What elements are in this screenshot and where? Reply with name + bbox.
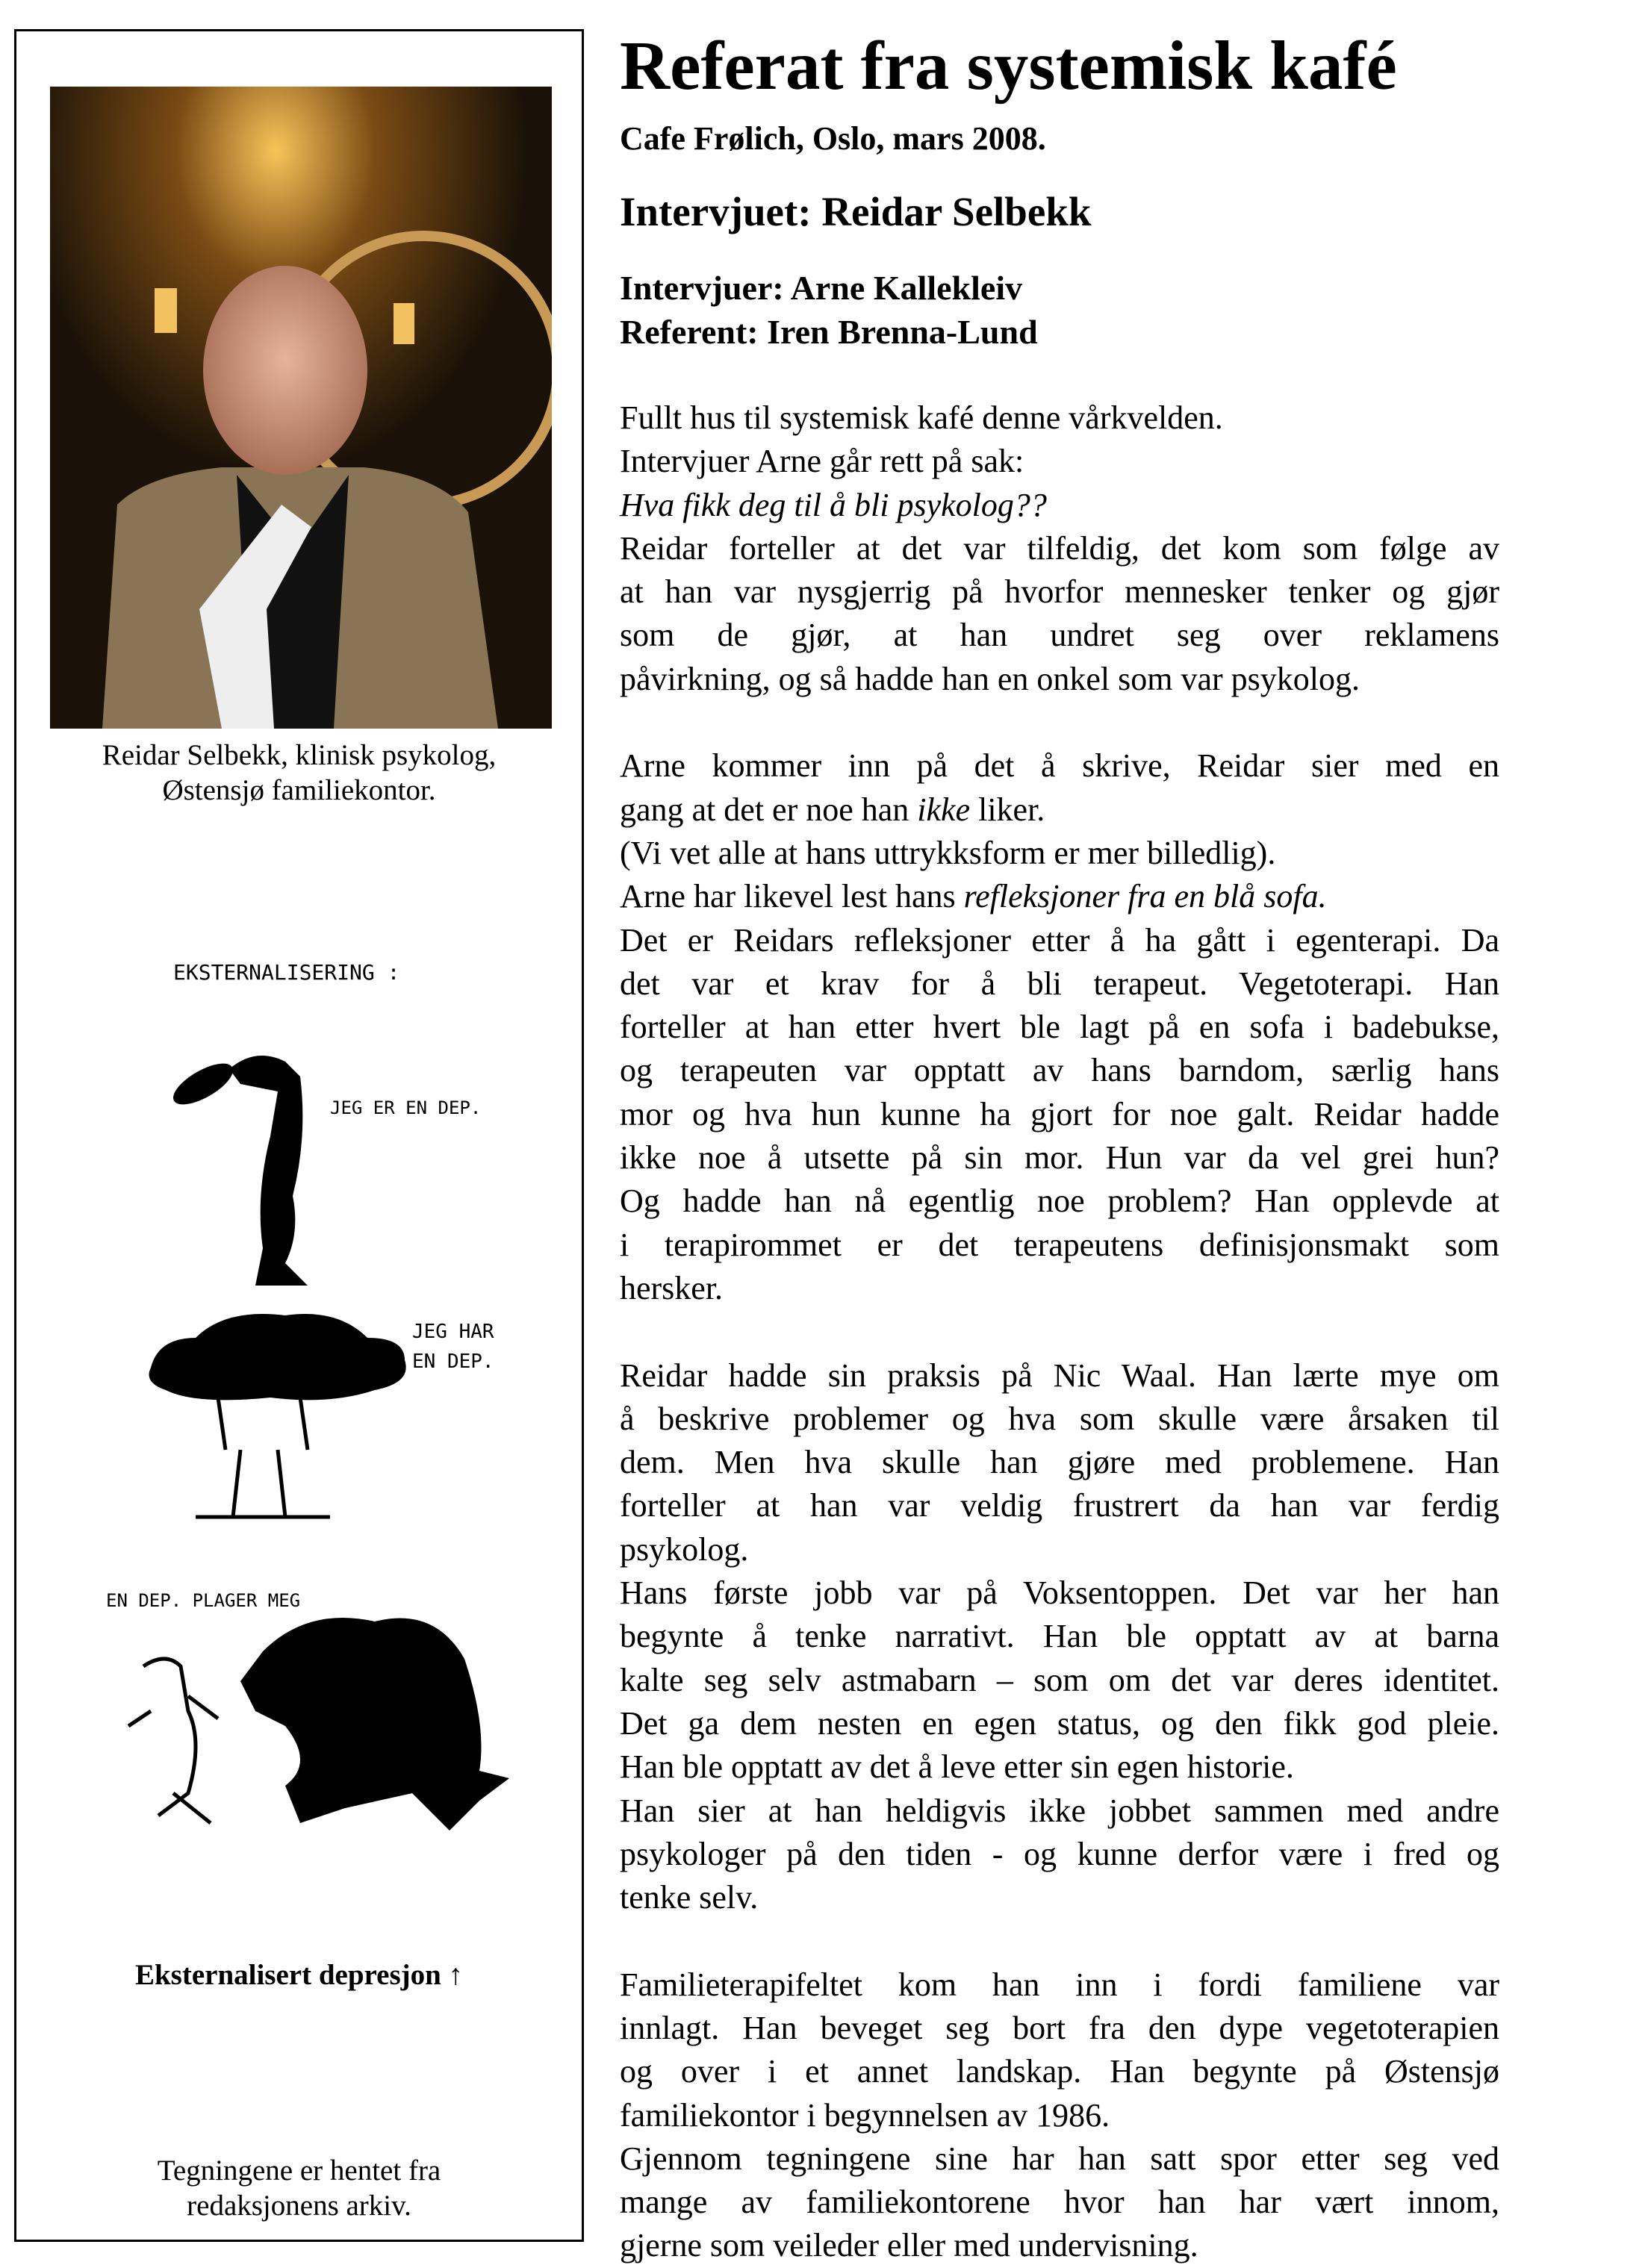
- text: Intervjuer Arne går rett på sak:: [620, 443, 1024, 480]
- text: mor og hva hun kunne ha gjort for noe galt. Reidar hadde: [620, 1095, 1499, 1133]
- portrait-image: [50, 87, 552, 729]
- text: som de gjør, at han undret seg over reklamens: [620, 617, 1499, 654]
- interviewer-line: Intervjuer: Arne Kallekleiv: [620, 269, 1023, 307]
- text: Familieterapifeltet kom han inn i fordi familiene var: [620, 1966, 1499, 2003]
- figure-has-depression-icon: [149, 1314, 406, 1517]
- sidebar-box: [14, 29, 584, 2242]
- text: Han sier at han heldigvis ikke jobbet sammen med andre: [620, 1792, 1499, 1829]
- drawing-caption: Eksternalisert depresjon ↑: [134, 1959, 464, 1991]
- body-line: [620, 919, 1499, 962]
- article-body: [620, 396, 1499, 2268]
- text: (Vi vet alle at hans uttrykksform er mer billedlig).: [620, 834, 1276, 871]
- text: hersker.: [620, 1269, 724, 1306]
- body-line: [620, 484, 1499, 527]
- italic-text: ikke: [917, 791, 971, 828]
- body-line: [620, 2224, 1499, 2267]
- text: psykologer på den tiden - og kunne derfor være i fred og: [620, 1835, 1499, 1872]
- body-line: [620, 1528, 1499, 1571]
- body-line: [620, 962, 1499, 1006]
- text: begynte å tenke narrativt. Han ble opptatt av at barna: [620, 1618, 1499, 1655]
- interviewee-heading: Intervjuet: Reidar Selbekk: [620, 189, 1092, 234]
- text: Han ble opptatt av det å leve etter sin egen historie.: [620, 1748, 1294, 1786]
- text: tenke selv.: [620, 1879, 759, 1916]
- body-line: [620, 1354, 1499, 1398]
- body-line: [620, 1876, 1499, 1919]
- figure-is-depression-icon: [167, 1056, 308, 1286]
- text: Og hadde han nå egentlig noe problem? Han opplevde at: [620, 1183, 1499, 1220]
- text: Reidar hadde sin praksis på Nic Waal. Han lærte mye om: [620, 1356, 1499, 1394]
- body-line: [620, 1833, 1499, 1876]
- body-line: [620, 1571, 1499, 1615]
- text: Gjennom tegningene sine har han satt spor etter seg ved: [620, 2140, 1499, 2177]
- photo-caption-line-2: Østensjø familiekontor.: [162, 774, 436, 806]
- body-line: [620, 1702, 1499, 1745]
- body-line: [620, 2050, 1499, 2093]
- body-line: [620, 1441, 1499, 1484]
- body-line: [620, 1310, 1499, 1353]
- text: gang at det er noe han: [620, 791, 918, 828]
- body-line: [620, 832, 1499, 875]
- text: Det ga dem nesten en egen status, og den fikk god pleie.: [620, 1704, 1499, 1742]
- body-line: [620, 1745, 1499, 1789]
- credit-line-1: Tegningene er hentet fra: [157, 2155, 441, 2187]
- page-title: Referat fra systemisk kafé: [620, 28, 1397, 105]
- body-line: [620, 1963, 1499, 2007]
- text: dem. Men hva skulle han gjøre med problemene. Han: [620, 1444, 1499, 1481]
- text: kalte seg selv astmabarn – som om det var deres identitet.: [620, 1661, 1499, 1698]
- credit-line-2: redaksjonens arkiv.: [187, 2190, 411, 2222]
- body-line: [620, 396, 1499, 440]
- body-line: [620, 614, 1499, 657]
- reporter-line: Referent: Iren Brenna-Lund: [620, 313, 1038, 351]
- text: i terapirommet er det terapeutens definisjonsmakt som: [620, 1226, 1499, 1263]
- body-line: [620, 1267, 1499, 1310]
- body-line: [620, 2181, 1499, 2224]
- body-line: [620, 1006, 1499, 1049]
- body-line: [620, 2007, 1499, 2050]
- drawing-text: EKSTERNALISERING :: [173, 960, 400, 985]
- body-line: [620, 1136, 1499, 1180]
- text: og over i et annet landskap. Han begynte på Østensjø: [620, 2053, 1499, 2090]
- text: påvirkning, og så hadde han en onkel som var psykolog.: [620, 660, 1360, 697]
- body-line: [620, 1049, 1499, 1092]
- text: Hans første jobb var på Voksentoppen. Det var her han: [620, 1574, 1499, 1612]
- text: forteller at han etter hvert ble lagt på en sofa i badebukse,: [620, 1009, 1499, 1046]
- body-line: [620, 744, 1499, 788]
- body-line: [620, 1224, 1499, 1267]
- photo-caption-line-1: Reidar Selbekk, klinisk psykolog,: [102, 739, 497, 771]
- body-line: [620, 788, 1499, 832]
- body-line: [620, 1398, 1499, 1441]
- text: å beskrive problemer og hva som skulle være årsaken til: [620, 1400, 1499, 1437]
- drawing-text: JEG HAR: [412, 1321, 494, 1343]
- text: liker.: [970, 791, 1045, 828]
- body-line: [620, 1615, 1499, 1658]
- text: forteller at han var veldig frustrert da han var ferdig: [620, 1487, 1499, 1524]
- body-line: [620, 1180, 1499, 1223]
- text: familiekontor i begynnelsen av 1986.: [620, 2096, 1110, 2134]
- text: psykolog.: [620, 1530, 749, 1568]
- body-line: [620, 1093, 1499, 1136]
- body-line: [620, 1484, 1499, 1527]
- text: Reidar forteller at det var tilfeldig, det kom som følge av: [620, 529, 1499, 567]
- body-line: [620, 570, 1499, 614]
- text: innlagt. Han beveget seg bort fra den dype vegetoterapien: [620, 2009, 1499, 2046]
- externalization-drawings: [61, 950, 539, 1860]
- figure-depression-torments-icon: [128, 1618, 509, 1831]
- text: Arne kommer inn på det å skrive, Reidar sier med en: [620, 747, 1499, 785]
- text: det var et krav for å bli terapeut. Vegetoterapi. Han: [620, 965, 1499, 1002]
- body-line: [620, 1659, 1499, 1702]
- drawing-text: JEG ER EN DEP.: [330, 1097, 482, 1118]
- text: at han var nysgjerrig på hvorfor mennesker tenker og gjør: [620, 573, 1499, 611]
- text: ikke noe å utsette på sin mor. Hun var da vel grei hun?: [620, 1139, 1499, 1177]
- drawing-text: EN DEP. PLAGER MEG: [106, 1590, 301, 1611]
- text: Det er Reidars refleksjoner etter å ha gått i egenterapi. Da: [620, 921, 1499, 959]
- text: og terapeuten var opptatt av hans barndom, særlig hans: [620, 1052, 1499, 1089]
- body-line: [620, 440, 1499, 483]
- body-line: [620, 875, 1499, 918]
- body-line: [620, 1919, 1499, 1963]
- body-line: [620, 658, 1499, 701]
- italic-text: refleksjoner fra en blå sofa.: [963, 878, 1327, 915]
- body-line: [620, 527, 1499, 570]
- drawing-text: EN DEP.: [412, 1350, 494, 1373]
- text: Fullt hus til systemisk kafé denne vårkvelden.: [620, 399, 1223, 436]
- portrait-photo: [50, 87, 552, 729]
- text: gjerne som veileder eller med undervisning.: [620, 2227, 1198, 2264]
- text: Arne har likevel lest hans: [620, 878, 964, 915]
- text: mange av familiekontorene hvor han har vært innom,: [620, 2184, 1499, 2221]
- body-line: [620, 701, 1499, 744]
- italic-text: Hva fikk deg til å bli psykolog??: [620, 486, 1047, 523]
- body-line: [620, 2137, 1499, 2181]
- body-line: [620, 2094, 1499, 2137]
- venue-date: Cafe Frølich, Oslo, mars 2008.: [620, 120, 1046, 157]
- body-line: [620, 1789, 1499, 1833]
